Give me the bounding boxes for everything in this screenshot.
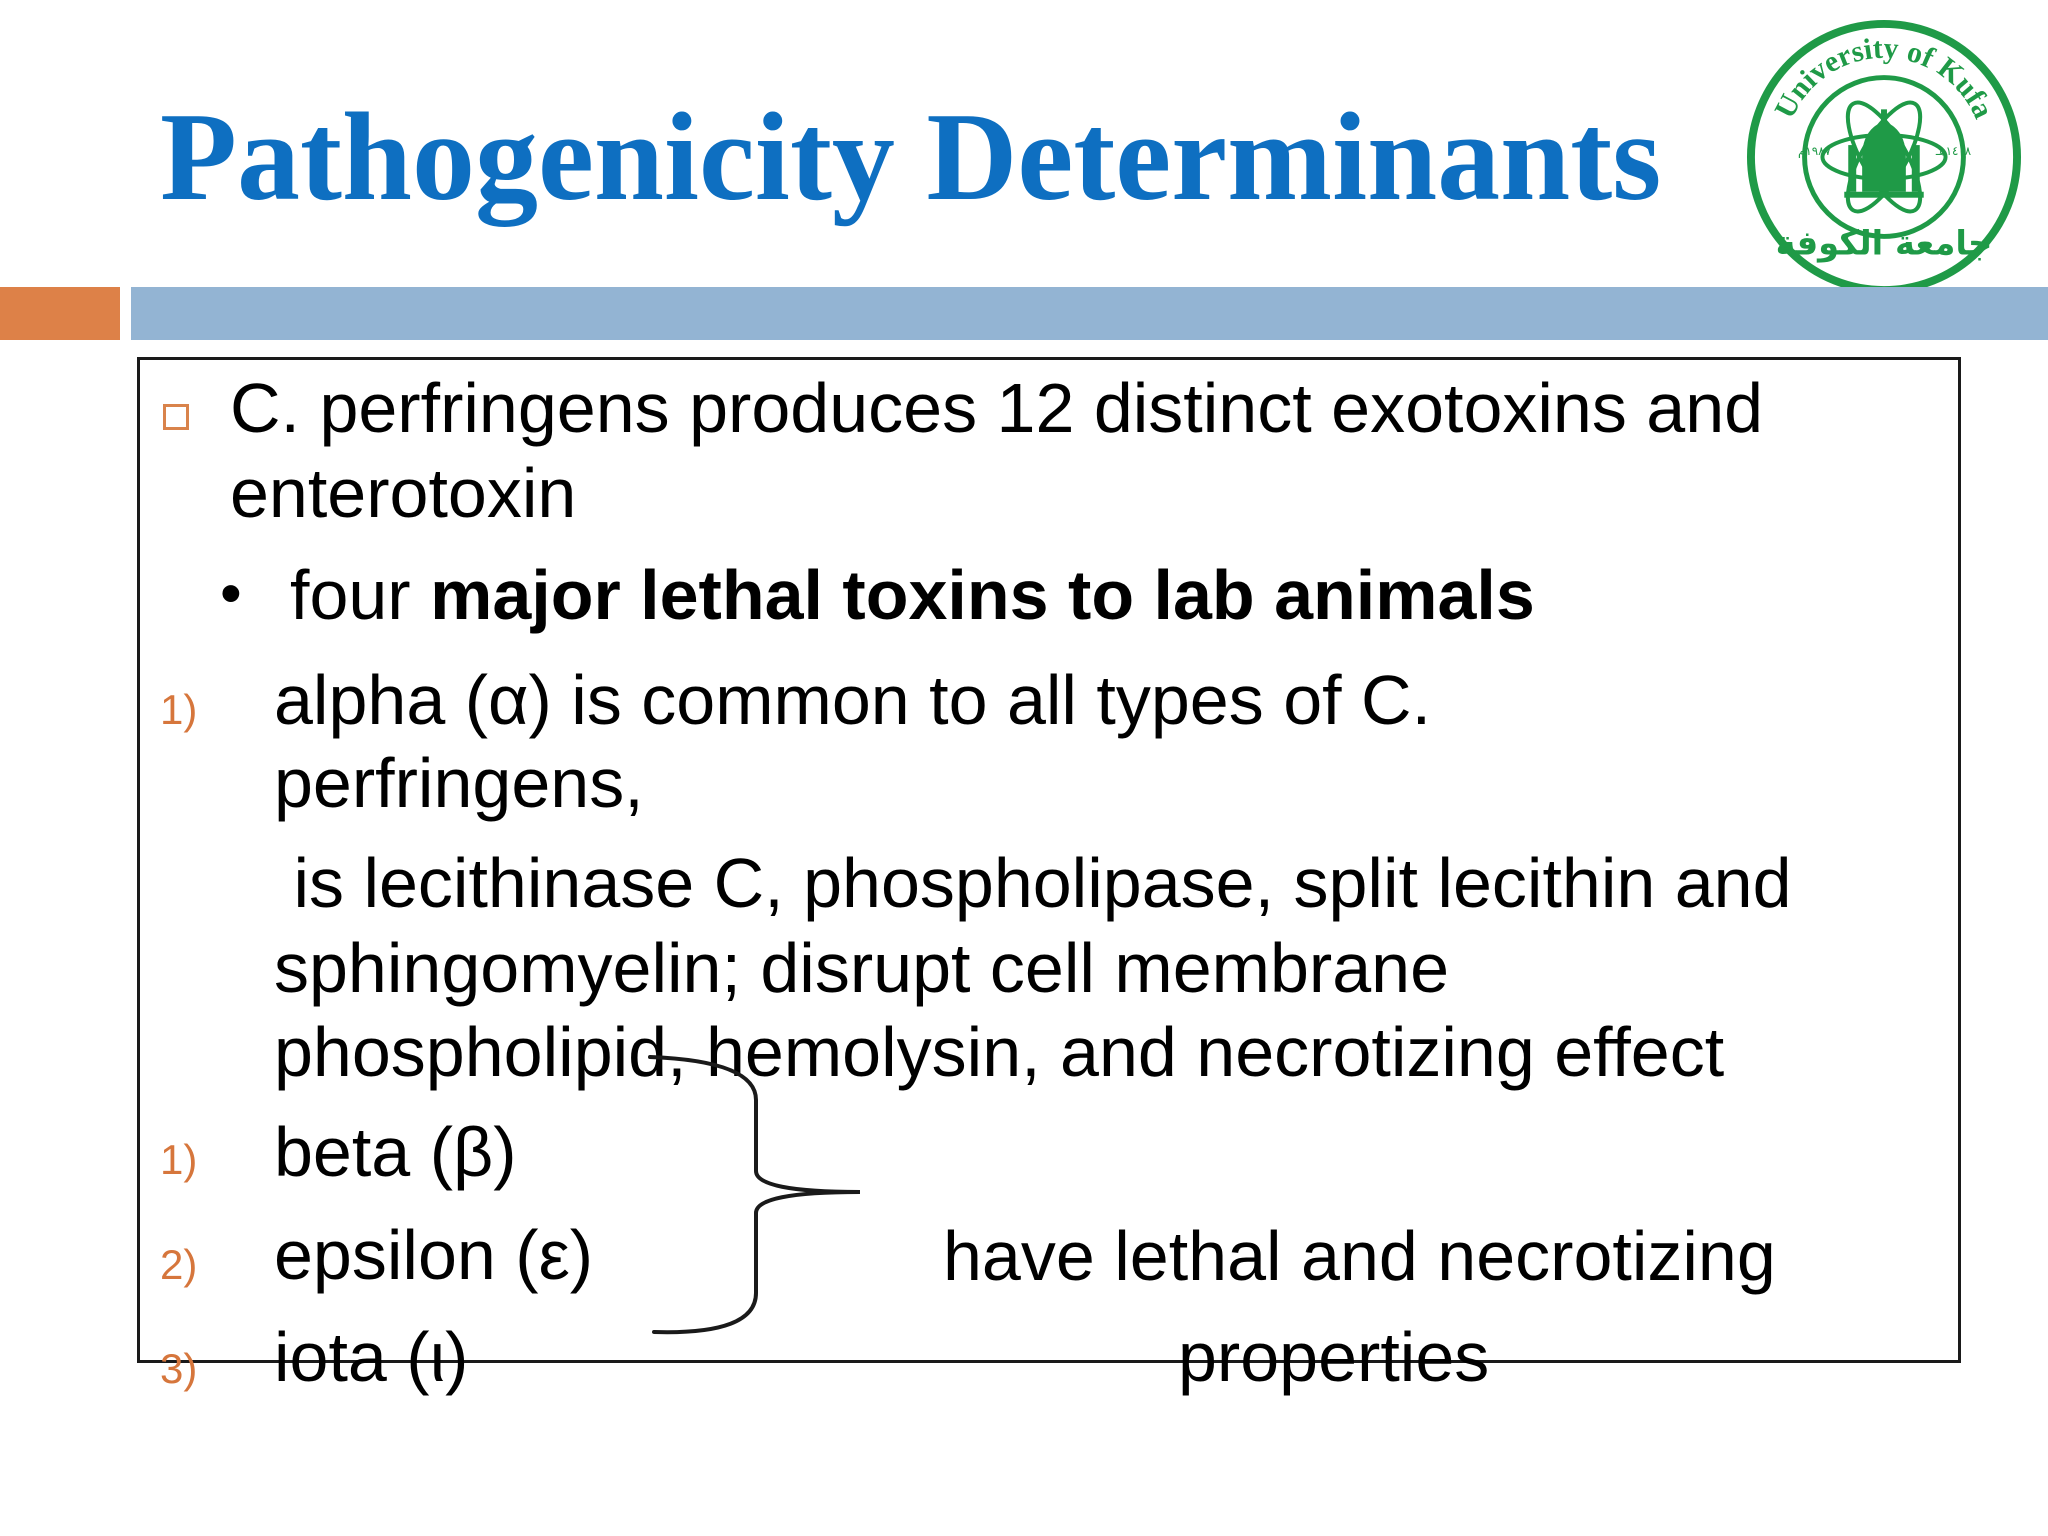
- alpha-desc-line-1: is lecithinase C, phospholipase, split lecithin and: [274, 844, 1792, 922]
- logo-text-arabic: جامعة الكوفة: [1775, 223, 1993, 263]
- accent-bar-blue: [131, 287, 2048, 340]
- slide-title: Pathogenicity Determinants: [160, 88, 1662, 227]
- note-line-1: have lethal and necrotizing: [943, 1217, 1776, 1295]
- main-bullet-line-1: C. perfringens produces 12 distinct exotoxins and: [230, 369, 1764, 447]
- sub-bullet-bold: major lethal toxins to lab animals: [430, 556, 1535, 634]
- toxin-iota: iota (ι): [274, 1318, 469, 1396]
- toxin-beta: beta (β): [274, 1113, 517, 1191]
- university-of-kufa-logo: [1745, 18, 2023, 296]
- alpha-desc-line-3: phospholipid, hemolysin, and necrotizing effect: [274, 1013, 1725, 1091]
- accent-bar-orange: [0, 287, 120, 340]
- curly-brace: [650, 1055, 870, 1345]
- alpha-line-2: perfringens,: [274, 744, 644, 822]
- toxin-epsilon: epsilon (ε): [274, 1216, 594, 1294]
- note-line-2: properties: [1178, 1318, 1490, 1396]
- list-number-iota: 3): [160, 1345, 198, 1392]
- logo-text-top: University of Kufa: [1768, 31, 2000, 124]
- bullet-dot-icon: •: [220, 559, 242, 628]
- main-bullet-line-2: enterotoxin: [230, 454, 577, 532]
- logo-year-left: ١٩٨٧م: [1798, 144, 1831, 159]
- list-number-alpha: 1): [160, 686, 198, 733]
- square-bullet-icon: [163, 404, 189, 430]
- sub-bullet-text: [290, 556, 1535, 634]
- alpha-line-1: alpha (α) is common to all types of C.: [274, 661, 1432, 739]
- alpha-desc-line-2: sphingomyelin; disrupt cell membrane: [274, 929, 1449, 1007]
- list-number-beta: 1): [160, 1136, 198, 1183]
- logo-year-right: ١٤٠٨هـ: [1935, 144, 1972, 159]
- sub-bullet-prefix: four: [290, 556, 431, 634]
- list-number-epsilon: 2): [160, 1241, 198, 1288]
